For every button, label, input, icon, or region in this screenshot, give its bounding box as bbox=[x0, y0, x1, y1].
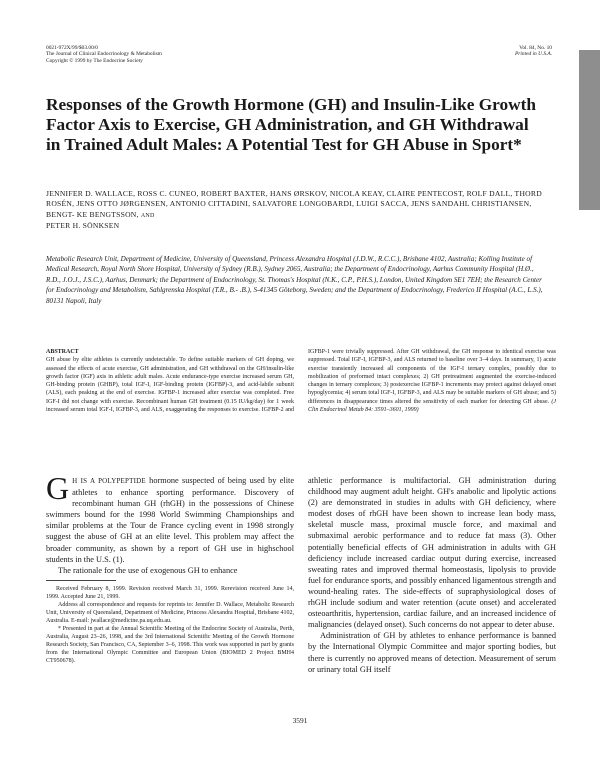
journal-header-left bbox=[46, 45, 162, 64]
abstract-text: GH abuse by elite athletes is currently undetectable. To define suitable markers of GH doping, we assessed the effects of acute exercise, GH administration, and GH withdrawal on the GH/insulin-like growth factor (IGF) axis in athletic adult males. Acute endurance-type exercise increased serum GH, GH-binding protein (GHBP), total IGF-I, IGF-binding protein (IGFBP)-3, and acid-labile subunit (ALS), each peaking at the end of exercise. IGFBP-1 increased after exercise was completed. Free IGF-I did not change with exercise. Recombinant human GH treatment (0.15 IU/kg/day) for 1 week increased serum total IGF-I, IGFBP-3, and ALS, exaggerating the responses to exercise. IGFBP-2 and IGFBP-1 were trivially suppressed. After GH withdrawal, the GH response to identical exercise was suppressed. Total IGF-I, IGFBP-3, and ALS returned to baseline over 3–4 days. In summary, 1) acute exercise transiently increased all components of the IGF-I ternary complex, possibly due to mobilization of preformed intact complexes; 2) GH pretreatment augmented the exercise-induced changes in ternary complexes; 3) postexercise IGFBP-1 increments may protect against delayed onset hypoglycemia; 4) serum total IGF-I, IGFBP-3, and ALS may be suitable markers of GH abuse; and 5) differences in disappearance times altered the sensitivity of each marker for detecting GH abuse. bbox=[46, 349, 556, 414]
footnote-correspondence: Address all correspondence and requests for reprints to: Jennifer D. Wallace, Metabolic Research Unit, University of Queensland, Department of Medicine, Princess Alexandra Hospital, Brisbane 4102, Australia. E-mail: jwallace@medicine.pa.uq.edu.au. bbox=[46, 601, 294, 624]
lead-small-caps: H IS A POLYPEPTIDE bbox=[72, 477, 146, 485]
section-side-tab bbox=[579, 50, 600, 210]
intro-text-1: hormone suspected of being used by elite athletes to enhance sporting performance. Discovery of recombinant human GH (rhGH) in the possessions of Chinese swimmers bound for the 1998 World Swimming Championships and similar problems at the Tour de France cycling event in 1998 strongly suggest the abuse of GH at an elite level. This problem may affect the broader community, as shown by a report of GH use in highschool students in the U.S. (1). bbox=[46, 476, 294, 564]
journal-header-right bbox=[515, 45, 552, 58]
abstract-heading: ABSTRACT bbox=[46, 349, 79, 355]
intro-paragraph-3: athletic performance is multifactorial. GH administration during childhood may augment adult height. GH's anabolic and lipolytic actions (2) are demonstrated in studies in adults with GH deficiency, where modest doses of rhGH have been shown to increase lean body mass, skeletal muscle mass, proximal muscle force, and maximal and submaximal aerobic performance and to reduce fat mass (3). Other potentially beneficial effects of GH administration in adults with GH deficiency include increased cardiac output during exercise, increased sweating rates and improved thermal homeostasis, lipolysis to provide fuel for endurance sports, and possibly enhanced ligamentous strength and wound-healing rates. The side-effects of supraphysiological doses of rhGH include sodium and water retention (acute onset) and accelerated osteoarthritis, hypertension, cardiac failure, and an increased incidence of malignancies (delayed onset). Such concerns do not appear to deter abuse. bbox=[308, 476, 556, 630]
footnote-presented: * Presented in part at the Annual Scientific Meeting of the Endocrine Society of Australia, Perth, Australia, August 23–26, 1998, and the 3rd International Scientific Meeting of the Growth Hormone Research Society, San Francisco, CA, September 3–6, 1998. This work was supported in part by grants from the International Olympic Committee and European Union (BIOMED 2 Project BMH4 CT950678). bbox=[46, 625, 294, 664]
abstract-citation: (J Clin Endocrinol Metab 84: 3591–3601, 1999) bbox=[308, 398, 556, 414]
page-number: 3591 bbox=[292, 716, 308, 725]
affiliations: Metabolic Research Unit, Department of Medicine, University of Queensland, Princess Alexandra Hospital (J.D.W., R.C.C.), Brisbane 4102, Australia; Kolling Institute of Medical Research, Royal North Shore Hospital, University of Sydney (R.B.), Sydney 2065, Australia; the Department of Endocrinology, Aarhus Community Hospital (H.Ø., R.D., J.O.J., J.S.C.), Aarhus, Denmark; the Department of Endocrinology, St. Thomas's Hospital (N.K., C.P., P.H.S.), London, United Kingdom SE1 7EH; the Research Center for Endocrinology and Metabolism, Sahlgrenska Hospital (T.R., B.- .B.), S-41345 Göteborg, Sweden; and the Department of Endocrinology, Frederico II Hospital (A.C., L.S.), 80131 Napoli, Italy bbox=[46, 255, 543, 305]
abstract bbox=[46, 348, 556, 470]
printed-in: Printed in U.S.A. bbox=[515, 51, 552, 58]
issn-line: 0021-972X/99/$03.00/0 bbox=[46, 45, 98, 51]
author-list bbox=[46, 189, 546, 231]
footnote-rule bbox=[46, 580, 116, 581]
intro-paragraph-2: The rationale for the use of exogenous GH to enhance bbox=[58, 565, 238, 575]
drop-cap: G bbox=[46, 470, 70, 506]
copyright-line: Copyright © 1999 by The Endocrine Society bbox=[46, 57, 143, 64]
footnote-received: Received February 8, 1999. Revision received March 31, 1999. Rerevision received June 14, 1999. Accepted June 21, 1999. bbox=[46, 585, 294, 600]
article-body bbox=[46, 470, 556, 701]
author-last: PETER H. SÖNKSEN bbox=[46, 220, 120, 230]
article-title: Responses of the Growth Hormone (GH) and Insulin-Like Growth Factor Axis to Exercise, GH Administration, and GH Withdrawal in Trained Adult Males: A Potential Test for GH Abuse in Sport* bbox=[46, 95, 537, 154]
intro-paragraph-4: Administration of GH by athletes to enhance performance is banned by the International Olympic Committee and major sporting bodies, but there is currently no approved means of detection. Measurement of serum or urinary total GH itself bbox=[308, 631, 556, 674]
intro-paragraph-1 bbox=[46, 470, 294, 565]
journal-name: The Journal of Clinical Endocrinology & Metabolism bbox=[46, 51, 162, 58]
volume-issue: Vol. 84, No. 10 bbox=[519, 45, 552, 51]
author-and: AND bbox=[140, 212, 155, 219]
author-names: JENNIFER D. WALLACE, ROSS C. CUNEO, ROBERT BAXTER, HANS ØRSKOV, NICOLA KEAY, CLAIRE PENTECOST, ROLF DALL, THORD ROSÉN, JENS OTTO JØRGENSEN, ANTONIO CITTADINI, SALVATORE LONGOBARDI, LUIGI SACCA, JENS SANDAHL CHRISTIANSEN, BENGT- KE BENGTSSON, bbox=[46, 189, 542, 219]
